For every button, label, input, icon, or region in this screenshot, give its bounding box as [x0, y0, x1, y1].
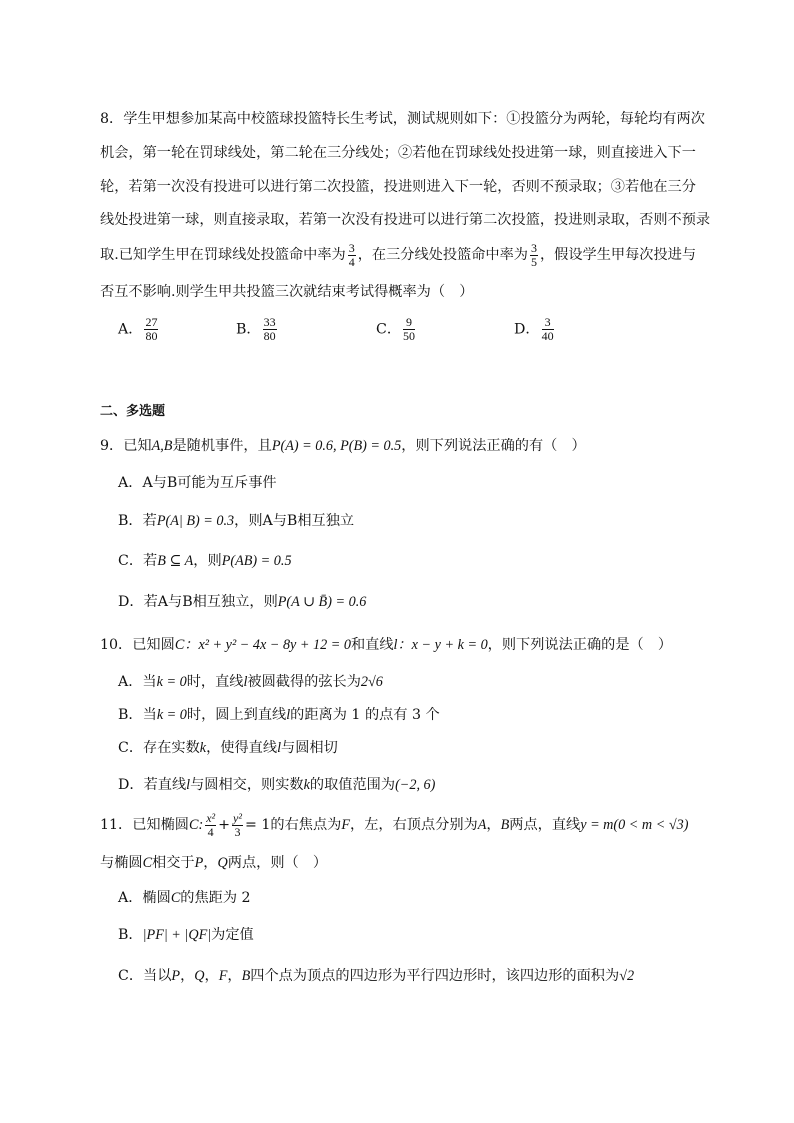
- q10-stem: 10．已知圆C：x² + y² − 4x − 8y + 12 = 0和直线l：x − y + k = 0，则下列说法正确的是（ ）: [100, 637, 673, 653]
- q9-stem: 9．已知A,B是随机事件，且P(A) = 0.6, P(B) = 0.5，则下列说法正确的有（ ）: [100, 438, 586, 454]
- q9-option-d[interactable]: D．若A与B相互独立，则P(A ∪ B̄) = 0.6: [118, 594, 367, 610]
- q9-option-b[interactable]: B．若P(A| B) = 0.3，则A与B相互独立: [118, 513, 355, 529]
- q8-line5: 取.已知学生甲在罚球线处投篮命中率为 $\frac{3}{4}$ ，在三分线处投篮命中率为 $\frac{3}{5}$ ，假设学生甲每次投进与: [100, 240, 697, 269]
- q8-option-b[interactable]: B． $\frac{33}{80}$: [236, 315, 276, 343]
- q8-option-d[interactable]: D． $\frac{3}{40}$: [514, 315, 554, 343]
- q9-option-a[interactable]: A．A与B可能为互斥事件: [118, 475, 277, 491]
- q9-option-c[interactable]: C．若B ⊆ A，则P(AB) = 0.5: [118, 553, 292, 569]
- q11-stem: 11．已知椭圆C: $\frac{\text{x²}}{4}$ + $\frac{\text{y²}}{3}$ = 1的右焦点为F，左，右顶点分别为A，B两点，直线y = m(0 < m < √3): [100, 810, 689, 839]
- fraction: $\frac{3}{4}$: [348, 240, 355, 269]
- q8-line3: 轮，若第一次没有投进可以进行第二次投篮，投进则进入下一轮，否则不预录取；③若他在三分: [100, 179, 696, 195]
- q10-option-b[interactable]: B．当k = 0时，圆上到直线l的距离为 1 的点有 3 个: [118, 707, 440, 723]
- q10-option-d[interactable]: D．若直线l与圆相交，则实数k的取值范围为(−2, 6): [118, 777, 436, 793]
- q8-line6: 否互不影响.则学生甲共投篮三次就结束考试得概率为（ ）: [100, 284, 474, 300]
- q8-option-a[interactable]: A． $\frac{27}{80}$: [118, 315, 158, 343]
- fraction: $\frac{3}{5}$: [530, 240, 537, 269]
- q10-option-a[interactable]: A．当k = 0时，直线l被圆截得的弦长为2√6: [118, 674, 383, 690]
- q11-option-a[interactable]: A．椭圆C的焦距为 2: [118, 890, 251, 906]
- q8-line1: 8．学生甲想参加某高中校篮球投篮特长生考试，测试规则如下：①投篮分为两轮，每轮均有两次: [100, 111, 705, 127]
- q11-option-b[interactable]: B．|PF| + |QF|为定值: [118, 927, 254, 943]
- section-heading: 二、多选题: [100, 404, 166, 419]
- q8-line2: 机会，第一轮在罚球线处，第二轮在三分线处；②若他在罚球线处投进第一球，则直接进入下一: [100, 145, 696, 161]
- q11-stem-line2: 与椭圆C相交于P，Q两点，则（ ）: [100, 855, 328, 871]
- q10-option-c[interactable]: C．存在实数k，使得直线l与圆相切: [118, 740, 338, 756]
- q8-line4: 线处投进第一球，则直接录取，若第一次没有投进可以进行第二次投篮，投进则录取，否则不预录: [100, 212, 711, 228]
- q8-option-c[interactable]: C． $\frac{9}{50}$: [376, 315, 416, 343]
- q11-option-c[interactable]: C．当以P，Q，F，B四个点为顶点的四边形为平行四边形时，该四边形的面积为√2: [118, 968, 635, 984]
